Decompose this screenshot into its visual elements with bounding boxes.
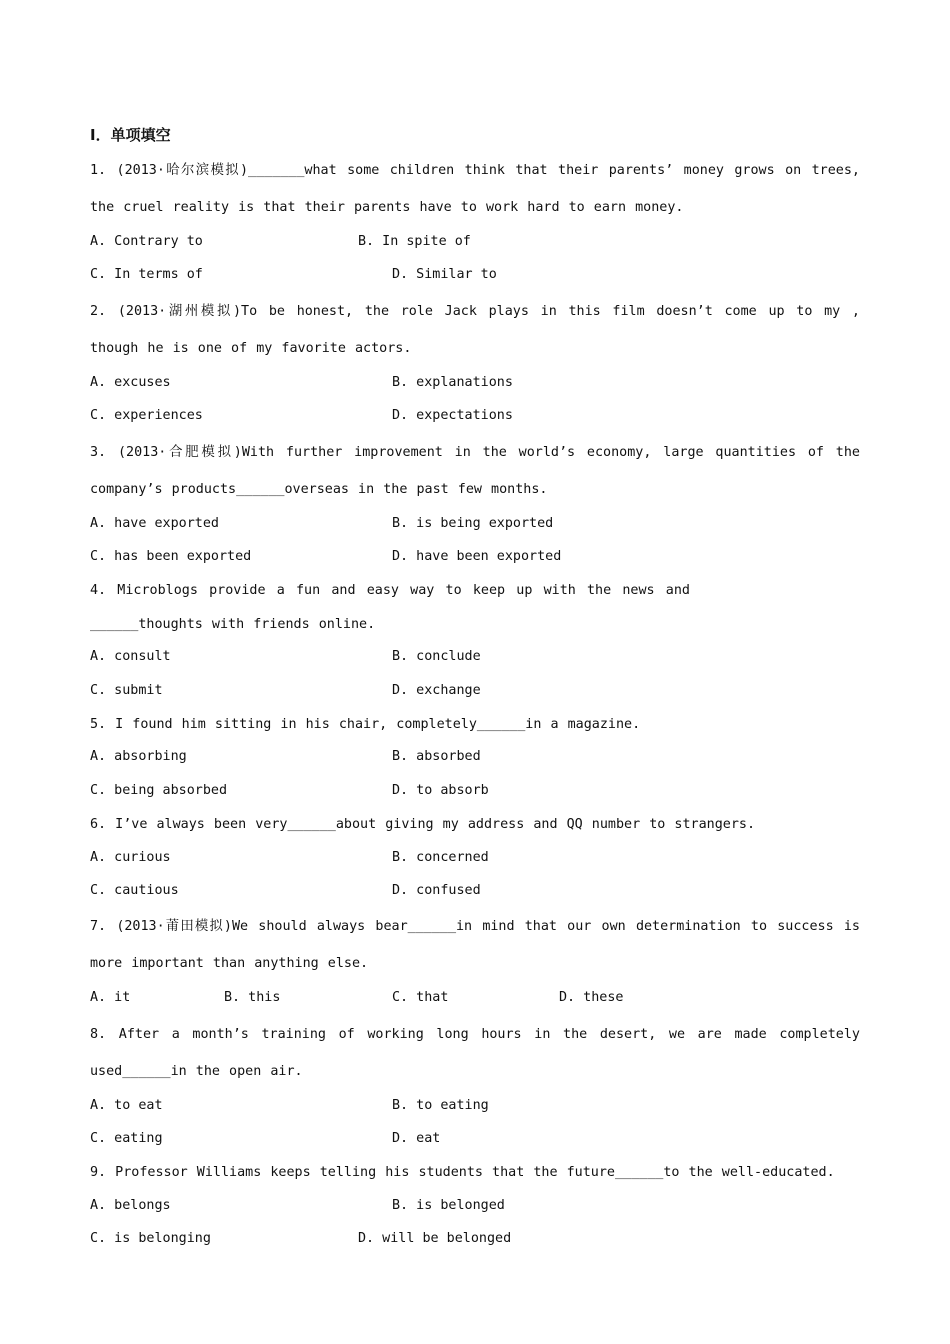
option-b[interactable]: B. concerned bbox=[392, 849, 489, 865]
section-title: Ⅰ．单项填空 bbox=[90, 126, 171, 144]
option-d[interactable]: D. eat bbox=[392, 1131, 441, 1147]
question-stem: 3. (2013·合肥模拟)With further improvement in the world’s economy, large quantities of the company’s products______overseas in the past few months. bbox=[90, 444, 860, 497]
exercise-page bbox=[90, 118, 860, 1257]
option-c[interactable]: C. has been exported bbox=[90, 548, 252, 564]
question-stem: 4. Microblogs provide a fun and easy way to keep up with the news and ______thoughts with friends online. bbox=[90, 583, 690, 632]
question-1 bbox=[90, 152, 860, 293]
question-5 bbox=[90, 708, 860, 808]
options-row bbox=[90, 842, 860, 875]
options-row bbox=[90, 775, 860, 808]
option-a[interactable]: A. curious bbox=[90, 849, 171, 865]
options-row bbox=[90, 226, 860, 259]
options-row bbox=[90, 1123, 860, 1156]
option-d[interactable]: D. exchange bbox=[392, 682, 481, 698]
option-a[interactable]: A. it bbox=[90, 990, 131, 1006]
option-b[interactable]: B. is belonged bbox=[392, 1197, 505, 1213]
option-d[interactable]: D. confused bbox=[392, 882, 481, 898]
option-c[interactable]: C. In terms of bbox=[90, 267, 203, 283]
option-b[interactable]: B. this bbox=[224, 990, 281, 1006]
option-d[interactable]: D. will be belonged bbox=[358, 1231, 512, 1247]
option-a[interactable]: A. belongs bbox=[90, 1197, 171, 1213]
question-stem: 9. Professor Williams keeps telling his students that the future______to the well-educated. bbox=[90, 1165, 835, 1181]
options-row bbox=[90, 875, 860, 908]
question-stem: 1. (2013·哈尔滨模拟)_______what some children think that their parents’ money grows on trees, the cruel reality is that their parents have to work hard to earn money. bbox=[90, 163, 860, 215]
option-d[interactable]: D. have been exported bbox=[392, 548, 562, 564]
option-d[interactable]: D. these bbox=[559, 990, 624, 1006]
options-row bbox=[90, 1090, 860, 1123]
question-3 bbox=[90, 434, 860, 575]
option-d[interactable]: D. to absorb bbox=[392, 782, 489, 798]
question-4 bbox=[90, 574, 860, 708]
option-c[interactable]: C. that bbox=[392, 990, 449, 1006]
options-row bbox=[90, 641, 860, 674]
option-b[interactable]: B. to eating bbox=[392, 1097, 489, 1113]
options-row bbox=[90, 1190, 860, 1223]
options-row bbox=[90, 259, 860, 292]
question-stem: 2. (2013·湖州模拟)To be honest, the role Jack plays in this film doesn’t come up to my , though he is one of my favorite actors. bbox=[90, 303, 860, 356]
option-b[interactable]: B. explanations bbox=[392, 374, 513, 390]
question-8 bbox=[90, 1016, 860, 1157]
options-row bbox=[90, 508, 860, 541]
question-6 bbox=[90, 808, 860, 908]
options-row bbox=[90, 982, 860, 1015]
question-stem: 6. I’ve always been very______about giving my address and QQ number to strangers. bbox=[90, 817, 756, 833]
options-row bbox=[90, 367, 860, 400]
option-b[interactable]: B. absorbed bbox=[392, 749, 481, 765]
options-row bbox=[90, 541, 860, 574]
options-row bbox=[90, 400, 860, 433]
option-a[interactable]: A. absorbing bbox=[90, 749, 187, 765]
option-c[interactable]: C. eating bbox=[90, 1131, 163, 1147]
options-row bbox=[90, 1223, 860, 1256]
option-d[interactable]: D. expectations bbox=[392, 408, 513, 424]
option-b[interactable]: B. conclude bbox=[392, 649, 481, 665]
option-c[interactable]: C. experiences bbox=[90, 408, 203, 424]
option-d[interactable]: D. Similar to bbox=[392, 267, 497, 283]
question-9 bbox=[90, 1156, 860, 1256]
option-b[interactable]: B. In spite of bbox=[358, 234, 471, 249]
option-a[interactable]: A. Contrary to bbox=[90, 234, 203, 249]
question-stem: 5. I found him sitting in his chair, completely______in a magazine. bbox=[90, 716, 641, 732]
option-c[interactable]: C. submit bbox=[90, 682, 163, 698]
options-row bbox=[90, 741, 860, 774]
options-row bbox=[90, 675, 860, 708]
option-a[interactable]: A. excuses bbox=[90, 374, 171, 390]
option-a[interactable]: A. to eat bbox=[90, 1097, 163, 1113]
option-b[interactable]: B. is being exported bbox=[392, 515, 554, 531]
question-2 bbox=[90, 293, 860, 434]
option-c[interactable]: C. cautious bbox=[90, 882, 179, 898]
question-7 bbox=[90, 908, 860, 1015]
question-stem: 7. (2013·莆田模拟)We should always bear______in mind that our own determination to success is more important than anything else. bbox=[90, 919, 860, 972]
option-a[interactable]: A. have exported bbox=[90, 515, 219, 531]
option-c[interactable]: C. is belonging bbox=[90, 1231, 211, 1247]
option-a[interactable]: A. consult bbox=[90, 649, 171, 665]
option-c[interactable]: C. being absorbed bbox=[90, 782, 228, 798]
question-stem: 8. After a month’s training of working long hours in the desert, we are made completely used______in the open air. bbox=[90, 1026, 860, 1079]
